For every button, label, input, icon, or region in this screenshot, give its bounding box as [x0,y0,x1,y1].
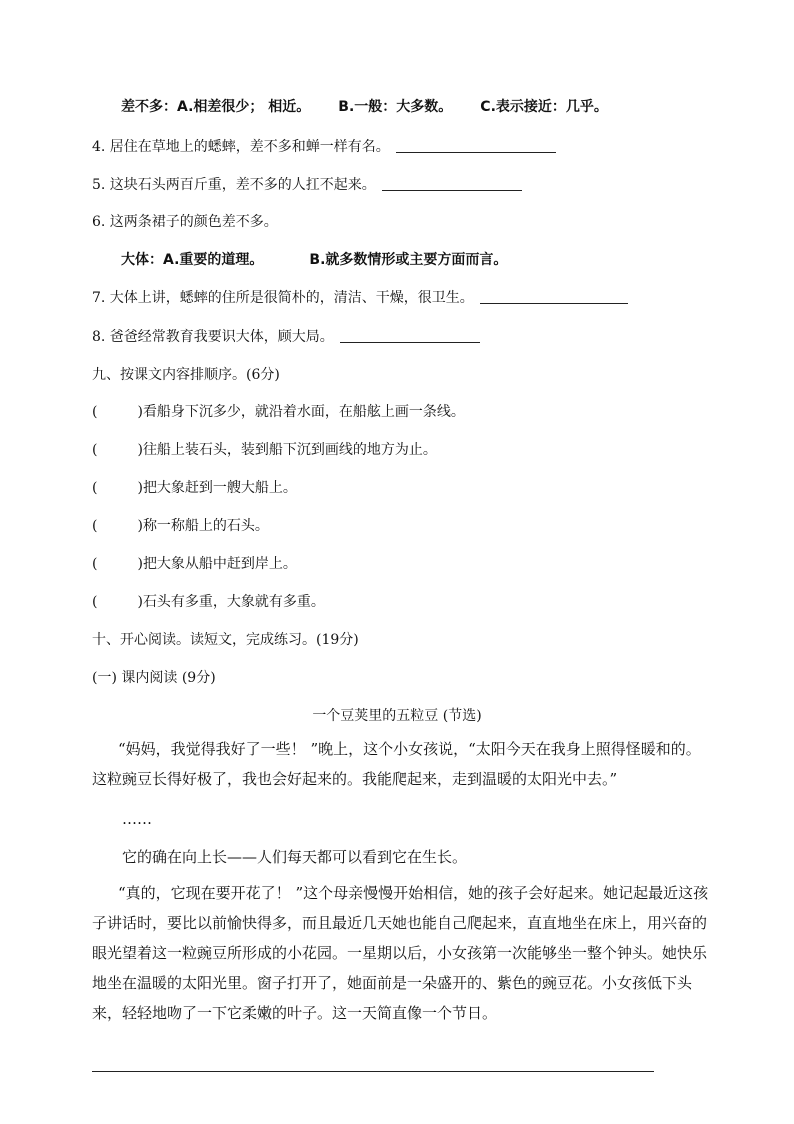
question-5-text: 5. 这块石头两百斤重，差不多的人扛不起来。 [92,177,376,193]
paren-open: ( [92,518,98,534]
order-item-text: 石头有多重，大象就有多重。 [142,594,325,610]
order-item-3 [92,477,297,497]
order-item-4 [92,515,269,535]
order-item-2 [92,439,437,459]
footer-rule [92,1071,654,1072]
paren-close: ) [137,442,143,458]
paren-close: ) [137,518,143,534]
order-item-text: 看船身下沉多少，就沿着水面，在船舷上画一条线。 [142,404,465,420]
section-10-subtitle: (一) 课内阅读 (9分) [92,670,216,686]
passage-paragraph-3: “真的，它现在要开花了！ ”这个母亲慢慢开始相信，她的孩子会好起来。她记起最近这孩子讲话时，要比以前愉快得多，而且最近几天她也能自己爬起来，直直地坐在床上，用兴奋的眼光望着这一粒豌豆所形成的小花园。一星期以后，小女孩第一次能够坐一整个钟头。她快乐地坐在温暖的太阳光里。窗子打开了，她面前是一朵盛开的、紫色的豌豆花。小女孩低下头来，轻轻地吻了一下它柔嫩的叶子。这一天简直像一个节日。 [92,884,709,1022]
order-item-6 [92,591,325,611]
paren-open: ( [92,594,98,610]
question-4-text: 4. 居住在草地上的蟋蟀，差不多和蝉一样有名。 [92,139,390,155]
definition-option-a: A.重要的道理。 [163,252,264,268]
definition-option-c: C.表示接近：几乎。 [480,99,608,115]
section-9-title: 九、按课文内容排顺序。(6分) [92,367,280,383]
paren-open: ( [92,556,98,572]
definition-term: 大体： [121,252,163,268]
order-item-text: 称一称船上的石头。 [142,518,269,534]
answer-blank-5[interactable] [382,176,522,191]
question-6-text: 6. 这两条裙子的颜色差不多。 [92,214,278,230]
passage-ellipsis: …… [122,810,152,828]
order-item-1 [92,401,465,421]
answer-blank-7[interactable] [480,289,628,304]
paren-close: ) [137,556,143,572]
answer-blank-8[interactable] [340,328,480,343]
answer-blank-4[interactable] [396,138,556,153]
question-5 [92,174,522,194]
paren-open: ( [92,404,98,420]
question-7-text: 7. 大体上讲，蟋蟀的住所是很简朴的，清洁、干燥，很卫生。 [92,290,474,306]
passage-paragraph-1: “妈妈，我觉得我好了一些！ ”晚上，这个小女孩说，“太阳今天在我身上照得怪暖和的。这粒豌豆长得好极了，我也会好起来的。我能爬起来，走到温暖的太阳光中去。” [92,740,701,788]
passage-paragraph-2: 它的确在向上长——人们每天都可以看到它在生长。 [122,848,468,866]
paren-close: ) [137,404,143,420]
paren-open: ( [92,442,98,458]
order-item-text: 把大象从船中赶到岸上。 [142,556,297,572]
paren-open: ( [92,480,98,496]
order-item-text: 往船上装石头，装到船下沉到画线的地方为止。 [142,442,437,458]
section-10-title: 十、开心阅读。读短文，完成练习。(19分) [92,632,359,648]
paren-close: ) [137,594,143,610]
definition-term: 差不多： [121,99,177,115]
question-8-text: 8. 爸爸经常教育我要识大体，顾大局。 [92,329,334,345]
passage-title: 一个豆荚里的五粒豆 (节选) [312,708,482,724]
definition-line-dati [121,249,507,269]
definition-option-b: B.一般：大多数。 [338,99,453,115]
paren-close: ) [137,480,143,496]
definition-option-b: B.就多数情形或主要方面而言。 [309,252,508,268]
question-7 [92,287,628,307]
definition-line-chabuduo [121,96,608,116]
question-6 [92,211,278,231]
order-item-text: 把大象赶到一艘大船上。 [142,480,297,496]
definition-option-a: A.相差很少； 相近。 [177,99,311,115]
question-4 [92,136,556,156]
order-item-5 [92,553,297,573]
question-8 [92,326,480,346]
